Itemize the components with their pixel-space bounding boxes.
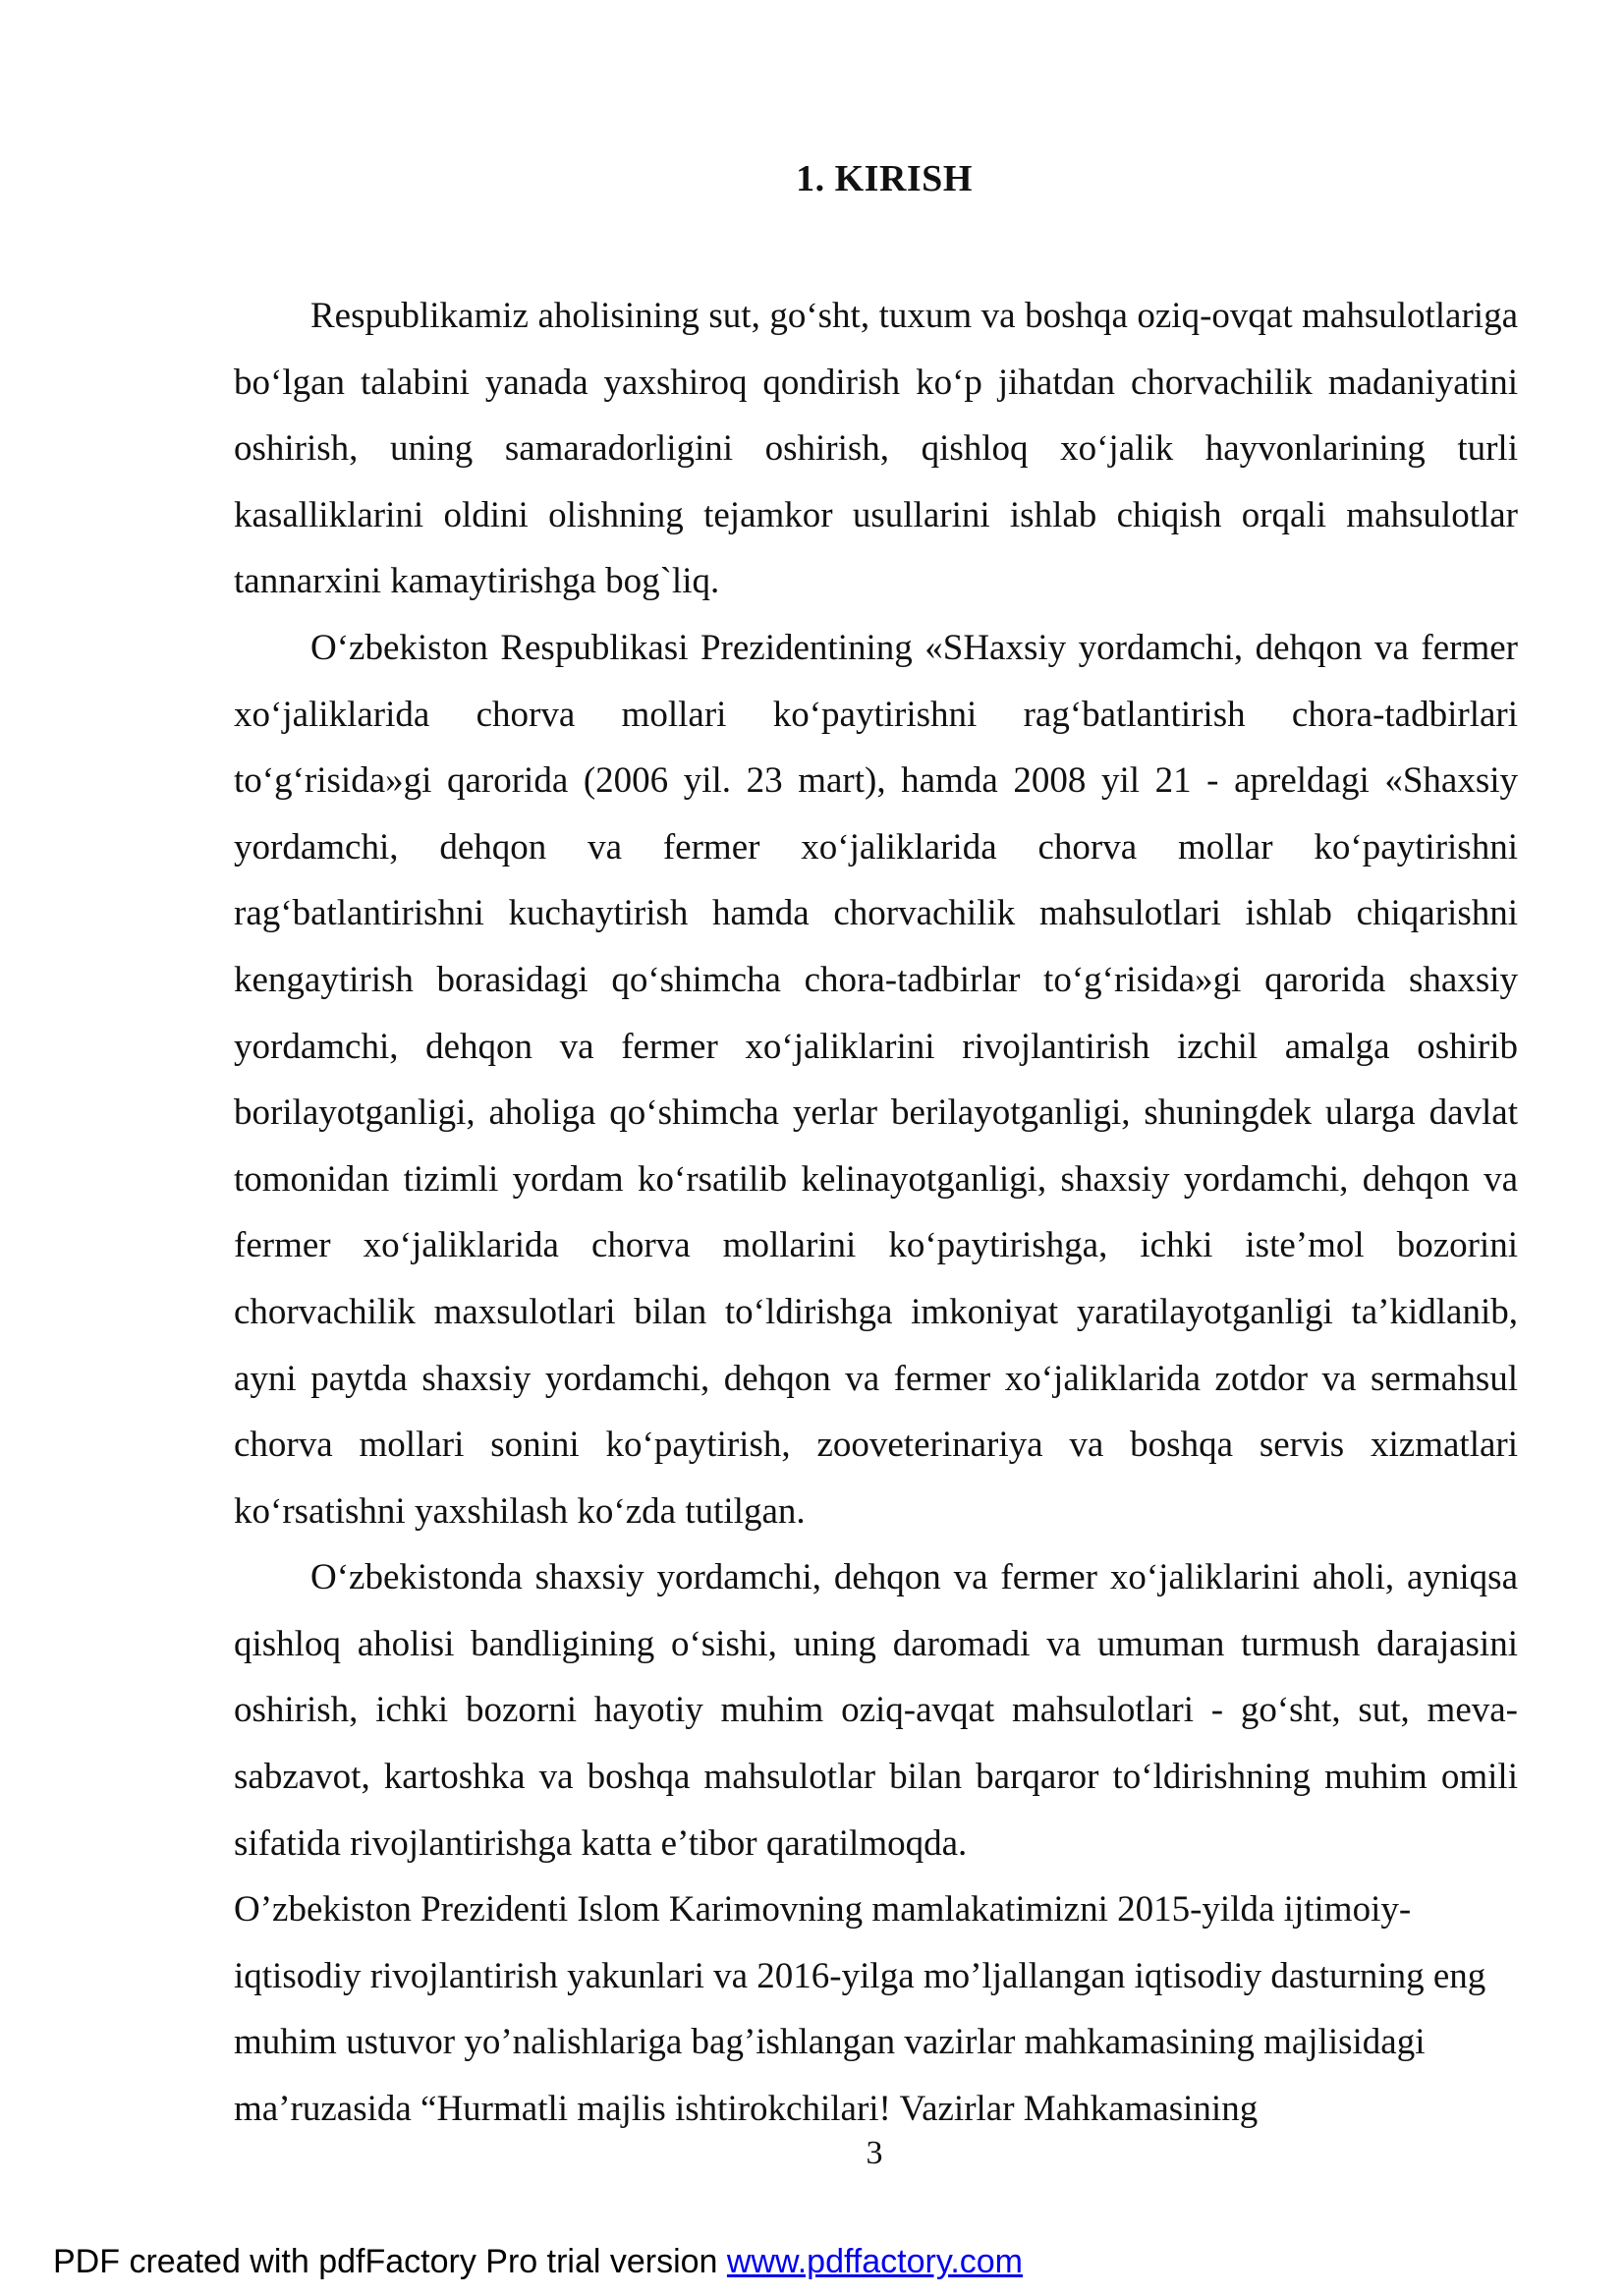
paragraph-3: O‘zbekistonda shaxsiy yordamchi, dehqon va fermer xo‘jaliklarini aholi, ayniqsa qishloq aholisi bandligining o‘sishi, uning daromadi va umuman turmush darajasini oshirish, ichki bozorni hayotiy muhim oziq-avqat mahsulotlari - go‘sht, sut, meva-sabzavot, kartoshka va boshqa mahsulotlar bilan barqaror to‘ldirishning muhim omili sifatida rivojlantirishga katta e’tibor qaratilmoqda. [234,1557,1518,1864]
paragraph-2: O‘zbekiston Respublikasi Prezidentining «SHaxsiy yordamchi, dehqon va fermer xo‘jaliklarida chorva mollari ko‘paytirishni rag‘batlantirish chora-tadbirlari to‘g‘risida»gi qarorida (2006 yil. 23 mart), hamda 2008 yil 21 - apreldagi «Shaxsiy yordamchi, dehqon va fermer xo‘jaliklarida chorva mollar ko‘paytirishni rag‘batlantirishni kuchaytirish hamda chorvachilik mahsulotlari ishlab chiqarishni kengaytirish borasidagi qo‘shimcha chora-tadbirlar to‘g‘risida»gi qarorida shaxsiy yordamchi, dehqon va fermer xo‘jaliklarini rivojlantirish izchil amalga oshirib borilayotganligi, aholiga qo‘shimcha yerlar berilayotganligi, shuningdek ularga davlat tomonidan tizimli yordam ko‘rsatilib kelinayotganligi, shaxsiy yordamchi, dehqon va fermer xo‘jaliklarida chorva mollarini ko‘paytirishga, ichki iste’mol bozorini chorvachilik maxsulotlari bilan to‘ldirishga imkoniyat yaratilayotganligi ta’kidlanib, ayni paytda shaxsiy yordamchi, dehqon va fermer xo‘jaliklarida zotdor va sermahsul chorva mollari sonini ko‘paytirish, zooveterinariya va boshqa servis xizmatlari ko‘rsatishni yaxshilash ko‘zda tutilgan. [234,627,1518,1532]
paragraph-1: Respublikamiz aholisining sut, go‘sht, tuxum va boshqa oziq-ovqat mahsulotlariga bo‘lgan talabini yanada yaxshiroq qondirish ko‘p jihatdan chorvachilik madaniyatini oshirish, uning samaradorligini oshirish, qishloq xo‘jalik hayvonlarining turli kasalliklarini oldini olishning tejamkor usullarini ishlab chiqish orqali mahsulotlar tannarxini kamaytirishga bog`liq. [234,296,1518,602]
paragraph-4: O’zbekiston Prezidenti Islom Karimovning mamlakatimizni 2015-yilda ijtimoiy-iqtisodiy rivojlantirish yakunlari va 2016-yilga mo’ljallangan iqtisodiy dasturning eng muhim ustuvor yo’nalishlariga bag’ishlangan vazirlar mahkamasining majlisidagi ma’ruzasida “Hurmatli majlis ishtirokchilari! Vazirlar Mahkamasining [234,1889,1486,2130]
page-number: 3 [866,2135,883,2171]
footer-link[interactable]: www.pdffactory.com [726,2243,1023,2280]
pdf-footer [53,2240,1023,2283]
body-text [234,283,1518,2143]
footer-text: PDF created with pdfFactory Pro trial version [53,2243,727,2280]
section-heading: 1. KIRISH [796,158,973,199]
